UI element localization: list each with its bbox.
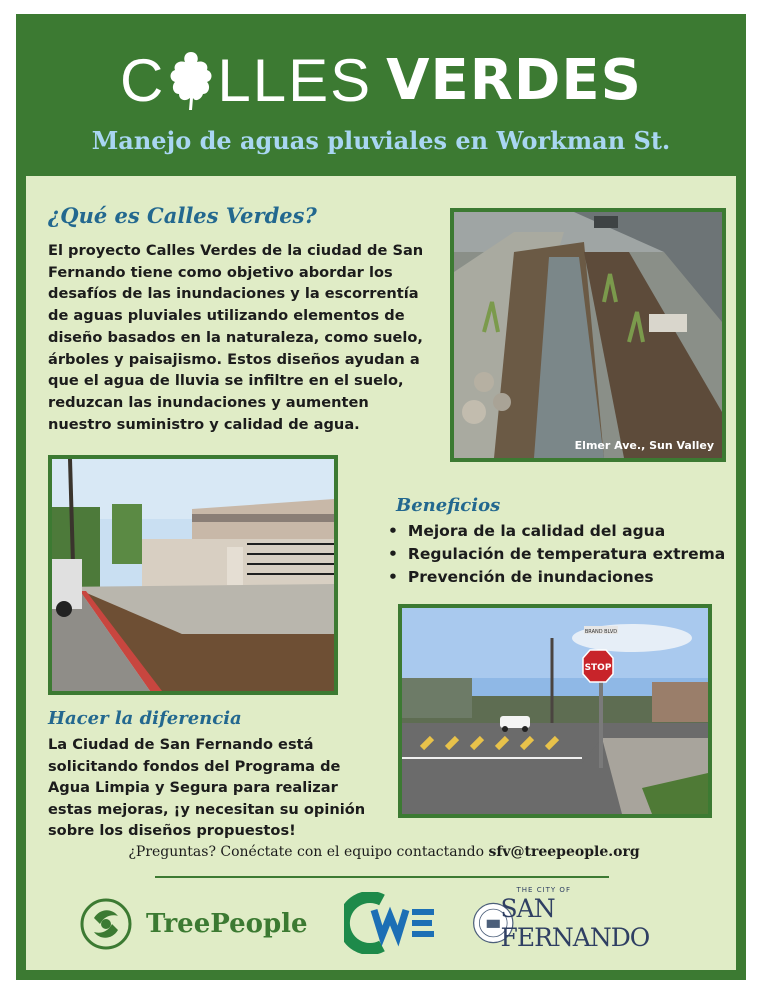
difference-line: sobre los diseños propuestos! bbox=[48, 822, 296, 839]
san-fernando-logo bbox=[472, 886, 672, 952]
intro-paragraph bbox=[48, 240, 423, 435]
benefit-item: • Regulación de temperatura extrema bbox=[388, 543, 725, 566]
photo-parkway bbox=[48, 455, 338, 695]
difference-line: Agua Limpia y Segura para realizar bbox=[48, 779, 338, 796]
photo-caption: Elmer Ave., Sun Valley bbox=[574, 439, 714, 452]
benefits-heading: Beneficios bbox=[396, 495, 501, 516]
intro-line: El proyecto Calles Verdes de la ciudad de San bbox=[48, 242, 424, 259]
photo-bioswale bbox=[450, 208, 726, 462]
title-letter-c: C bbox=[120, 46, 166, 114]
title-word-verdes: VERDES bbox=[386, 47, 642, 113]
contact-email[interactable]: sfv@treepeople.org bbox=[488, 844, 640, 860]
stop-sign-text: STOP bbox=[584, 663, 612, 673]
treepeople-logo bbox=[80, 894, 320, 954]
intro-line: nuestro suministro y calidad de agua. bbox=[48, 415, 360, 433]
benefits-list bbox=[388, 520, 725, 589]
intro-line: de aguas pluviales utilizando elementos de bbox=[48, 307, 405, 325]
intro-line: Fernando tiene como objetivo abordar los bbox=[48, 263, 393, 281]
contact-text: ¿Preguntas? Conéctate con el equipo contactando bbox=[128, 844, 489, 860]
intro-heading: ¿Qué es Calles Verdes? bbox=[48, 203, 317, 228]
oak-leaf-icon bbox=[167, 48, 215, 112]
subtitle: Manejo de aguas pluviales en Workman St. bbox=[91, 126, 671, 155]
title-letters-lles: LLES bbox=[217, 46, 373, 114]
difference-heading: Hacer la diferencia bbox=[48, 708, 242, 729]
intro-line: diseño basados en la naturaleza, como suelo, bbox=[48, 328, 423, 346]
difference-line: solicitando fondos del Programa de bbox=[48, 757, 341, 775]
treepeople-emblem-icon bbox=[80, 898, 132, 950]
city-small-label: THE CITY OF bbox=[516, 886, 571, 894]
contact-line bbox=[0, 844, 768, 860]
treepeople-wordmark: TreePeople bbox=[146, 909, 308, 939]
city-name-label: SAN FERNANDO bbox=[500, 894, 650, 952]
difference-line: La Ciudad de San Fernando está bbox=[48, 736, 314, 753]
header bbox=[16, 14, 746, 174]
page-title bbox=[16, 44, 746, 116]
photo-intersection bbox=[398, 604, 712, 818]
intro-line: que el agua de lluvia se infiltre en el suelo, bbox=[48, 372, 404, 390]
difference-line: estas mejoras, ¡y necesitan su opinión bbox=[48, 800, 366, 818]
intro-line: árboles y paisajismo. Estos diseños ayudan a bbox=[48, 350, 420, 368]
difference-paragraph bbox=[48, 734, 365, 842]
divider bbox=[155, 876, 609, 878]
cwe-logo bbox=[344, 892, 444, 954]
intro-line: reduzcan las inundaciones y aumenten bbox=[48, 393, 369, 411]
cwe-emblem-icon bbox=[344, 892, 444, 954]
street-sign-text: BRAND BLVD bbox=[584, 629, 618, 635]
benefit-item: • Mejora de la calidad del agua bbox=[388, 520, 725, 543]
intro-line: desafíos de las inundaciones y la escorrentía bbox=[48, 285, 419, 303]
benefit-item: • Prevención de inundaciones bbox=[388, 566, 725, 589]
